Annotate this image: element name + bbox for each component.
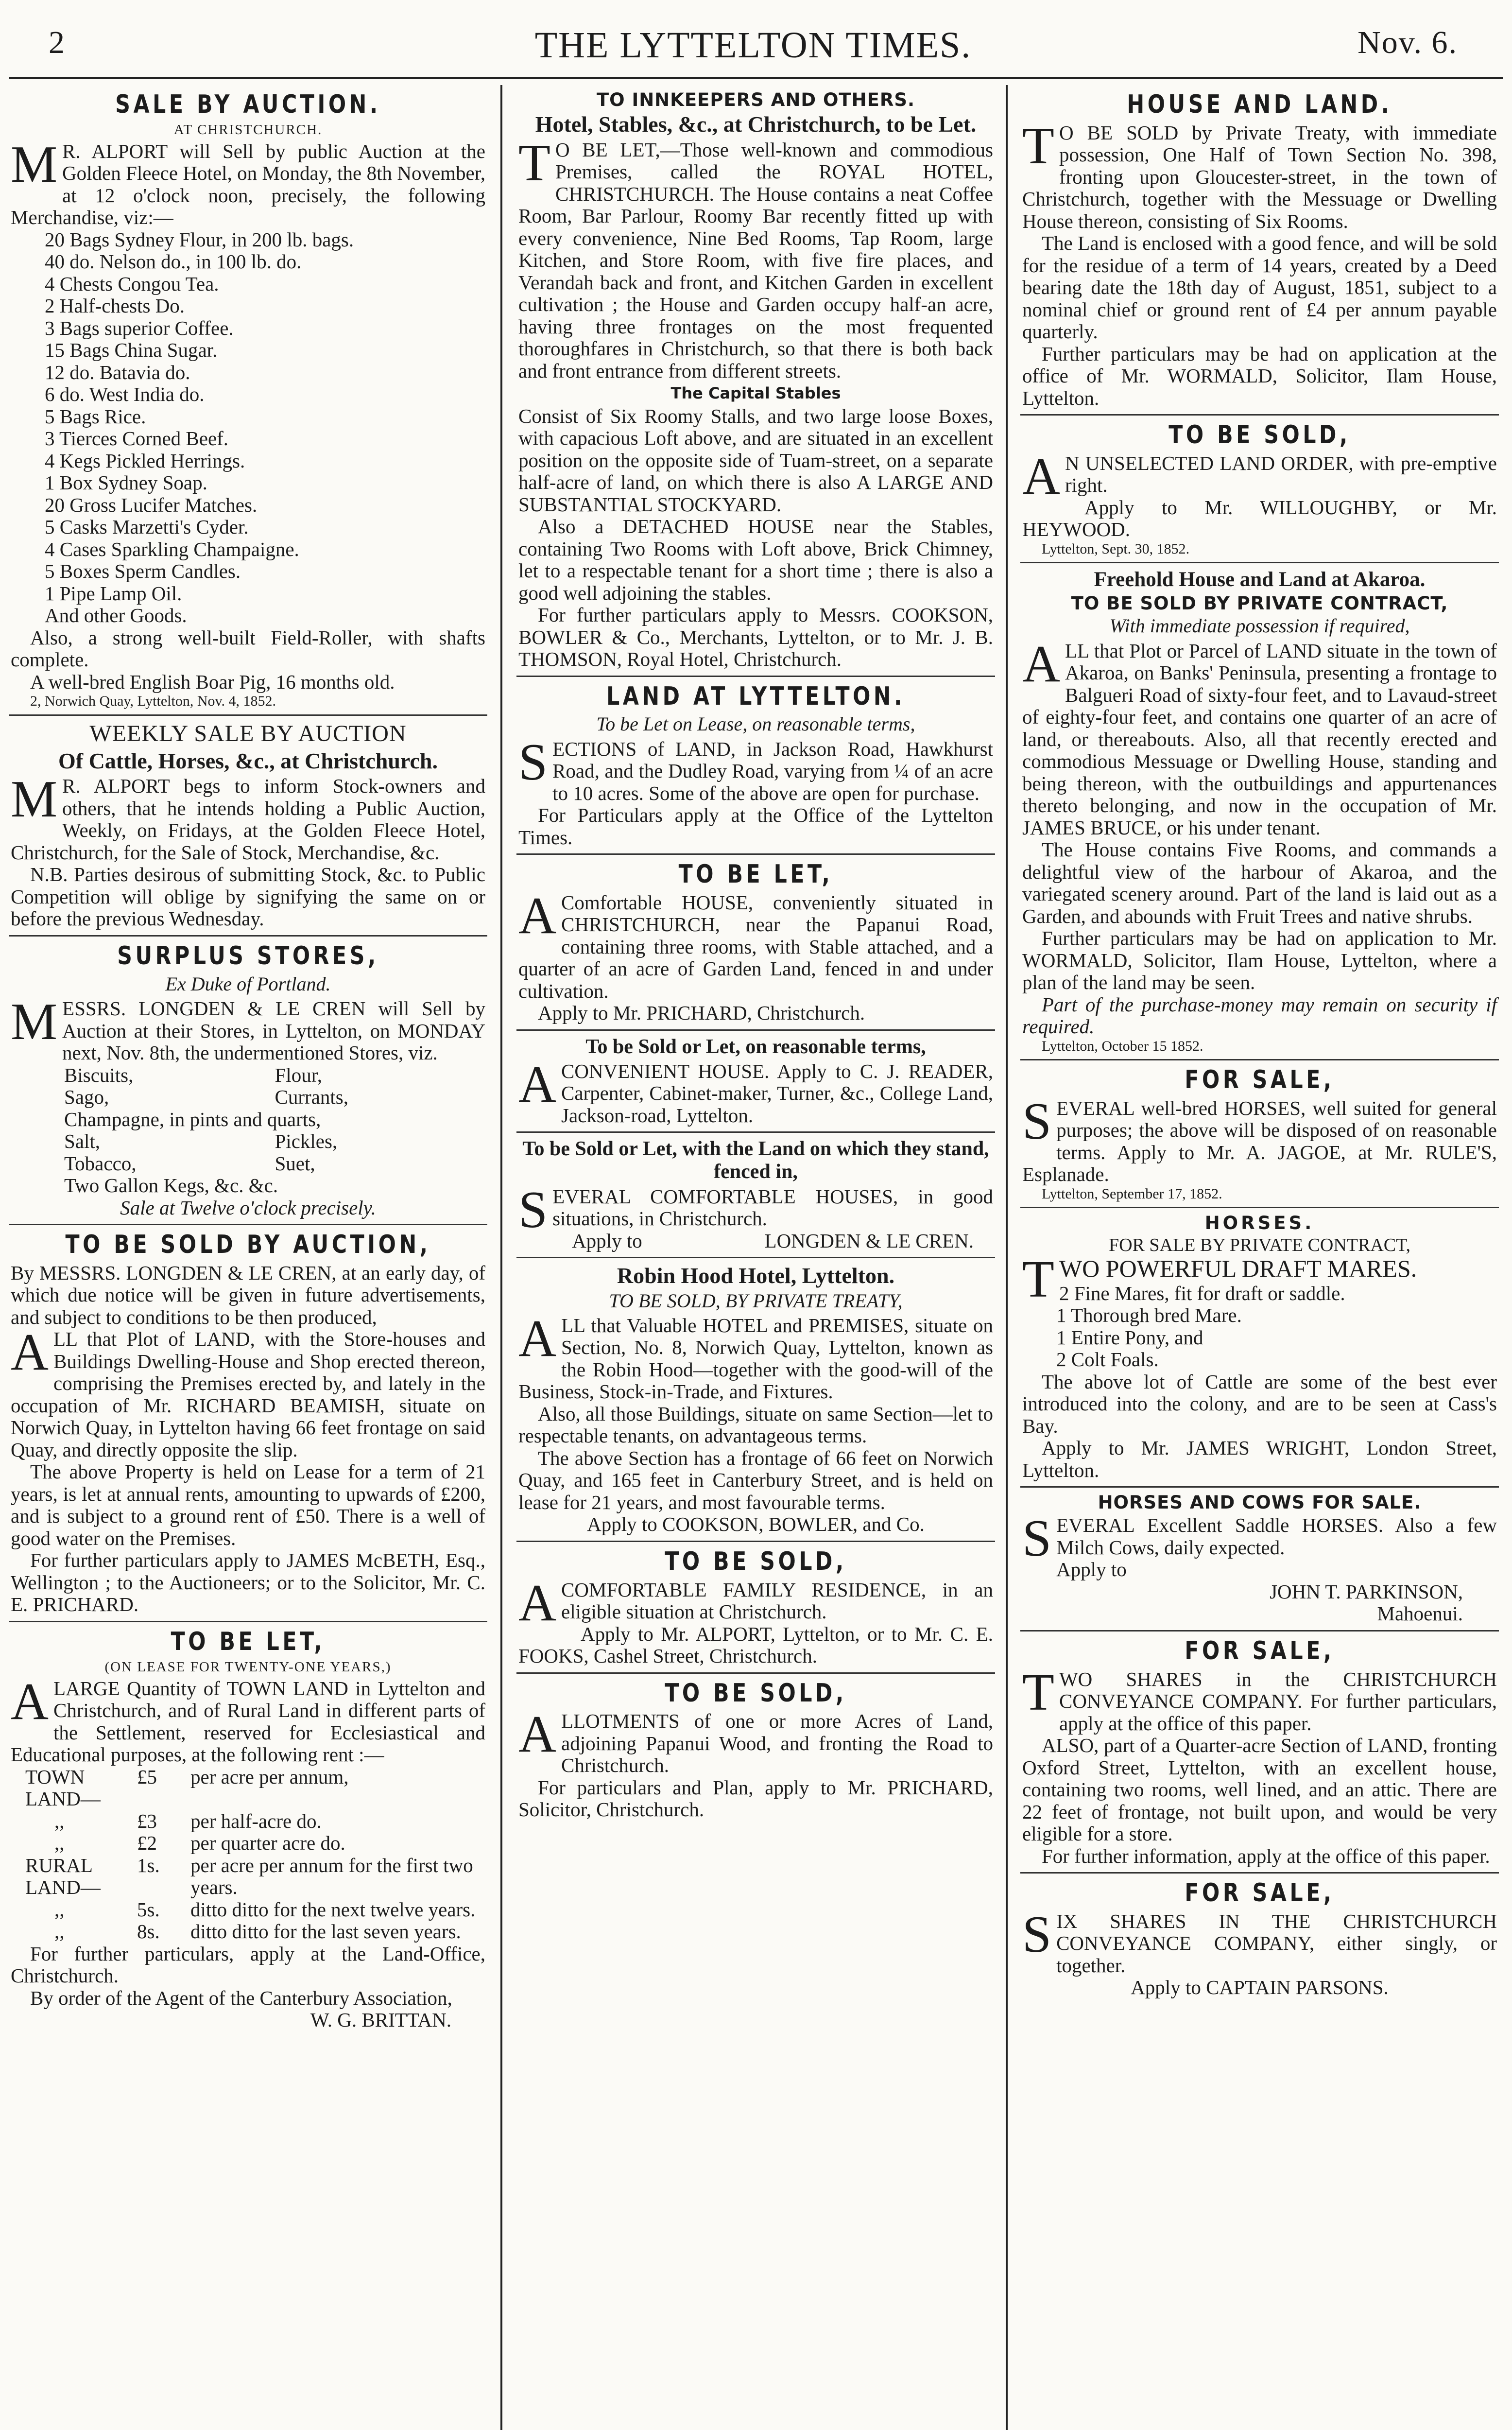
ad-paragraph: Also, all those Buildings, situate on same Section—let to respectable tenants, on advantageous terms. — [518, 1402, 993, 1447]
ad-subheading: Of Cattle, Horses, &c., at Christchurch. — [58, 748, 438, 773]
ad-heading: Freehold House and Land at Akaroa. — [1094, 568, 1426, 591]
list-item: 5 Bags Rice. — [45, 405, 146, 428]
dateline: 2, Norwich Quay, Lyttelton, Nov. 4, 1852. — [30, 693, 276, 710]
masthead — [49, 19, 1458, 70]
ad-paragraph: Apply to Mr. JAMES WRIGHT, London Street, Lyttelton. — [1022, 1437, 1497, 1481]
ad-paragraph: Further particulars may be had on application to Mr. WORMALD, Solicitor, Ilam House, Lyttelton, where a plan of the land may be seen. — [1022, 927, 1497, 994]
ad-body: SEVERAL well-bred HORSES, well suited for general purposes; the above will be disposed of on reasonable terms. Apply to Mr. A. JAGOE, at Mr. RULE'S, Esplanade. — [1022, 1092, 1497, 1186]
column-2 — [516, 85, 995, 2430]
rent-terms: per acre per annum, — [190, 1765, 349, 1788]
rent-terms: ditto ditto for the last seven years. — [190, 1920, 461, 1943]
list-item: Suet, — [275, 1152, 315, 1175]
horse-list — [1022, 1283, 1497, 1371]
rent-terms: ditto ditto for the next twelve years. — [190, 1898, 476, 1921]
ad-akaroa — [1020, 563, 1499, 1060]
rent-terms: per quarter acre do. — [190, 1832, 345, 1855]
ad-sold-or-let — [516, 1031, 995, 1133]
drop-cap: T — [1022, 1250, 1054, 1309]
list-item: Champagne, in pints and quarts, — [64, 1108, 321, 1130]
column-divider-2 — [1006, 85, 1008, 2430]
drop-cap: A — [518, 1705, 556, 1764]
ad-paragraph: For further particulars, apply at the Land-Office, Christchurch. — [11, 1942, 485, 1987]
ad-heading: TO BE SOLD, — [665, 1678, 847, 1708]
ad-note: With immediate possession if required, — [1109, 615, 1410, 637]
ad-body: M R. ALPORT will Sell by public Auction at the Golden Fleece Hotel, on Monday, the 8th November, at 12 o'clock noon, precisely, the following Merchandise, viz:— — [11, 135, 485, 229]
ad-body: T O BE SOLD by Private Treaty, with immediate possession, One Half of Town Section No. 398, fronting upon Gloucester-street, in the town of Christchurch, together with the Messuage or Dwelling House thereon, consisting of Six Rooms. — [1022, 117, 1497, 232]
newspaper-title: THE LYTTELTON TIMES. — [534, 25, 972, 66]
drop-cap: A — [1022, 447, 1060, 505]
ad-apply: Apply to COOKSON, BOWLER, and Co. — [587, 1513, 925, 1536]
dateline: Lyttelton, Sept. 30, 1852. — [1042, 540, 1190, 557]
ad-paragraph: For particulars and Plan, apply to Mr. PRICHARD, Solicitor, Christchurch. — [518, 1776, 993, 1821]
list-item: Biscuits, — [64, 1063, 134, 1086]
list-item: 1 Box Sydney Soap. — [45, 471, 207, 494]
drop-cap: M — [11, 993, 58, 1051]
list-item: 5 Casks Marzetti's Cyder. — [45, 516, 249, 538]
ad-apply: Apply to CAPTAIN PARSONS. — [1131, 1976, 1389, 1999]
column-3 — [1020, 85, 1499, 2430]
drop-cap: S — [1022, 1905, 1052, 1963]
ad-heading: WEEKLY SALE BY AUCTION — [89, 720, 407, 746]
signature-place: Mahoenui. — [1377, 1602, 1463, 1625]
ad-body: ALL that Plot of LAND, with the Store-houses and Buildings Dwelling-House and Shop erected thereon, comprising the Premises erected by, and lately in the occupation of Mr. RICHARD BEAMISH, situate on Norwich Quay, in Lyttelton having 66 feet frontage on said Quay, and directly opposite the slip. — [11, 1323, 485, 1461]
list-item: Salt, — [64, 1130, 101, 1153]
signature: W. G. BRITTAN. — [310, 2009, 451, 2031]
list-item: 2 Fine Mares, fit for draft or saddle. — [1059, 1282, 1345, 1304]
drop-cap: S — [518, 733, 548, 791]
ad-subheading: Hotel, Stables, &c., at Christchurch, to be Let. — [535, 112, 977, 137]
ad-subheading: (ON LEASE FOR TWENTY-ONE YEARS,) — [104, 1659, 392, 1675]
ad-body: ALL that Valuable HOTEL and PREMISES, situate on Section, No. 8, Norwich Quay, Lyttelton, known as the Robin Hood—together with the good-will of the Business, Stock-in-Trade, and Fixtures. — [518, 1309, 993, 1403]
ad-heading: TO BE LET, — [171, 1627, 326, 1656]
ad-paragraph: Part of the purchase-money may remain on security if required. — [1022, 993, 1497, 1038]
ad-heading: FOR SALE, — [1185, 1878, 1335, 1908]
apply-label: Apply to — [1056, 1558, 1127, 1581]
page-number: 2 — [49, 25, 65, 60]
merchandise-list — [11, 229, 485, 627]
ad-body: SEVERAL COMFORTABLE HOUSES, in good situations, in Christchurch. — [518, 1180, 993, 1239]
ad-paragraph: N.B. Parties desirous of submitting Stock, &c. to Public Competition will oblige by signifying the same on or before the previous Wednesday. — [11, 863, 485, 930]
ad-surplus-stores — [9, 937, 487, 1225]
list-item: Currants, — [275, 1086, 348, 1109]
drop-cap: A — [518, 1309, 556, 1368]
ad-heading: TO INNKEEPERS AND OTHERS. — [596, 89, 915, 110]
ad-conveyance-shares-two — [1020, 1632, 1499, 1874]
ad-body: ACOMFORTABLE FAMILY RESIDENCE, in an eligible situation at Christchurch. — [518, 1574, 993, 1632]
drop-cap: M — [11, 770, 58, 829]
ad-horses — [1020, 1208, 1499, 1488]
ad-land-at-lyttelton — [516, 677, 995, 855]
drop-cap: A — [11, 1672, 49, 1731]
ad-paragraph: For further particulars apply to JAMES McBETH, Esq., Wellington ; to the Auctioneers; or to the Solicitor, Mr. C. E. PRICHARD. — [11, 1549, 485, 1616]
ad-paragraph: Also a DETACHED HOUSE near the Stables, containing Two Rooms with Loft above, Brick Chimney, let to a respectable tenant for a short time ; there is also a good well adjoining the stables. — [518, 515, 993, 604]
drop-cap: A — [518, 1574, 556, 1632]
ad-paragraph: Apply to Mr. ALPORT, Lyttelton, or to Mr. C. E. FOOKS, Cashel Street, Christchurch. — [518, 1622, 993, 1667]
ad-heading: FOR SALE, — [1185, 1065, 1335, 1095]
ad-paragraph: The above lot of Cattle are some of the best ever introduced into the colony, and are to be seen at Cass's Bay. — [1022, 1370, 1497, 1437]
section-heading: The Capital Stables — [670, 384, 841, 403]
ad-subheading: TO BE SOLD BY PRIVATE CONTRACT, — [1071, 593, 1448, 614]
rent-label: ,, — [54, 1809, 65, 1832]
ad-body: A Comfortable HOUSE, conveniently situated in CHRISTCHURCH, near the Papanui Road, containing three rooms, with Stable attached, and a quarter of an acre of Garden Land, fenced in and under cultivation. — [518, 886, 993, 1002]
ad-heading: TO BE SOLD, — [1168, 420, 1351, 450]
ad-paragraph: The above Section has a frontage of 66 feet on Norwich Quay, and 165 feet in Canterbury Street, and is held on lease for 21 years, and most favourable terms. — [518, 1446, 993, 1513]
signature: JOHN T. PARKINSON, — [1270, 1580, 1463, 1603]
drop-cap: T — [518, 134, 550, 192]
ad-intro: By MESSRS. LONGDEN & LE CREN, at an early day, of which due notice will be given in future advertisements, and subject to conditions to be then produced, — [11, 1261, 485, 1328]
ad-body: M R. ALPORT begs to inform Stock-owners and others, that he intends holding a Public Auction, Weekly, on Fridays, at the Golden Fleece Hotel, Christchurch, for the Sale of Stock, Merchandise, &c. — [11, 770, 485, 864]
ad-subheading: To be Let on Lease, on reasonable terms, — [596, 713, 915, 735]
ad-paragraph: By order of the Agent of the Canterbury Association, — [30, 1986, 452, 2009]
list-item: 6 do. West India do. — [45, 383, 205, 406]
drop-cap: T — [1022, 1663, 1054, 1721]
ad-heading: To be Sold or Let, on reasonable terms, — [585, 1035, 926, 1058]
list-item: 15 Bags China Sugar. — [45, 339, 218, 362]
ad-body: MESSRS. LONGDEN & LE CREN will Sell by Auction at their Stores, in Lyttelton, on MONDAY next, Nov. 8th, the undermentioned Stores, viz. — [11, 993, 485, 1064]
drop-cap: S — [1022, 1510, 1052, 1568]
dateline: Lyttelton, September 17, 1852. — [1042, 1185, 1222, 1202]
list-item: 3 Bags superior Coffee. — [45, 316, 234, 339]
ad-to-be-sold-by-auction — [9, 1225, 487, 1622]
rent-label: TOWN LAND— — [25, 1765, 101, 1810]
ad-robin-hood-hotel — [516, 1258, 995, 1542]
ad-body: ALARGE Quantity of TOWN LAND in Lyttelton and Christchurch, and of Rural Land in different parts of the Settlement, reserved for Ecclesiastical and Educational purposes, at the following rent :— — [11, 1672, 485, 1766]
list-item: 3 Tierces Corned Beef. — [45, 427, 229, 450]
ad-paragraph: For further particulars apply to Messrs. COOKSON, BOWLER & Co., Merchants, Lyttelton, or to Mr. J. B. THOMSON, Royal Hotel, Christchurch. — [518, 604, 993, 671]
ad-heading: FOR SALE, — [1185, 1636, 1335, 1666]
rent-label: ,, — [54, 1920, 65, 1943]
ad-paragraph: Consist of Six Roomy Stalls, and two large loose Boxes, with capacious Loft above, and are situated in an excellent position on the opposite side of Tuam-street, on a separate half-acre of land, on which there is also A LARGE AND SUBSTANTIAL STOCKYARD. — [518, 404, 993, 516]
ad-heading: SALE BY AUCTION. — [115, 90, 381, 119]
ad-paragraph: The Land is enclosed with a good fence, and will be sold for the residue of a term of 14 years, created by a Deed bearing date the 18th day of August, 1851, subject to a nominal chief or ground rent of £4 per annum payable quarterly. — [1022, 232, 1497, 343]
list-item: Tobacco, — [64, 1152, 137, 1175]
ad-body: SECTIONS of LAND, in Jackson Road, Hawkhurst Road, and the Dudley Road, varying from ¼ of an acre to 10 acres. Some of the above are open for purchase. — [518, 733, 993, 804]
drop-cap: A — [1022, 635, 1060, 693]
ad-heading: To be Sold or Let, with the Land on which they stand, fenced in, — [522, 1138, 989, 1183]
ad-subheading: AT CHRISTCHURCH. — [173, 122, 323, 138]
list-item: 4 Cases Sparkling Champaigne. — [45, 538, 299, 560]
ad-weekly-sale — [9, 716, 487, 937]
ad-paragraph: For Particulars apply at the Office of the Lyttelton Times. — [518, 804, 993, 849]
rent-label: ,, — [54, 1832, 65, 1855]
drop-cap: A — [518, 886, 556, 945]
rent-label: ,, — [54, 1898, 65, 1921]
ad-paragraph: For further information, apply at the office of this paper. — [1042, 1844, 1490, 1867]
ad-horses-and-cows — [1020, 1488, 1499, 1632]
drop-cap: S — [1022, 1092, 1052, 1150]
masthead-rule — [9, 77, 1503, 79]
ad-body: SEVERAL Excellent Saddle HORSES. Also a few Milch Cows, daily expected. — [1022, 1510, 1497, 1568]
ad-paragraph: The above Property is held on Lease for a term of 21 years, is let at annual rents, amounting to upwards of £200, and is subject to a ground rent of £50. There is a well of good water on the Premises. — [11, 1460, 485, 1549]
apply-label: Apply to — [572, 1229, 642, 1252]
ad-land-order — [1020, 416, 1499, 563]
rent-label: RURAL LAND— — [25, 1854, 101, 1899]
rent-terms: per acre per annum for the first two years. — [190, 1854, 473, 1899]
list-item: 1 Thorough bred Mare. — [1056, 1304, 1242, 1327]
ad-body: T O BE LET,—Those well-known and commodious Premises, called the ROYAL HOTEL, CHRISTCHURCH. The House contains a neat Coffee Room, Bar Parlour, Roomy Bar recently fitted up with every convenience, Nine Bed Rooms, Tap Room, large Kitchen, and Store Room, with five fire places, and Verandah back and front, and Kitchen Garden in excellent cultivation ; the House and Garden occupy half-an acre, having three frontages on the most frequented thoroughfares in Christchurch, so that there is both back and front entrance from different streets. — [518, 134, 993, 382]
list-item: Sago, — [64, 1086, 109, 1109]
ad-body: ALL that Plot or Parcel of LAND situate in the town of Akaroa, on Banks' Peninsula, presenting a frontage to Balgueri Road of sixty-four feet, and to Lavaud-street of eighty-four feet, and contains one quarter of an acre of land, or thereabouts. Also, all that recently erected and commodious Messuage or Dwelling House, standing and being thereon, with the outbuildings and appurtenances thereto belonging, and now in the occupation of Mr. JAMES BRUCE, or his under tenant. — [1022, 635, 1497, 839]
ad-paragraph: Also, a strong well-built Field-Roller, with shafts complete. — [11, 626, 485, 671]
ad-paragraph: ALSO, part of a Quarter-acre Section of LAND, fronting Oxford Street, Lyttelton, with an excellent house, containing two rooms, well lined, and an attic. There are 22 feet of frontage, not built upon, and would be very eligible for a store. — [1022, 1734, 1497, 1845]
ad-heading: Robin Hood Hotel, Lyttelton. — [617, 1263, 895, 1288]
rent-amount: £3 — [137, 1809, 157, 1832]
ad-heading: HORSES. — [1204, 1213, 1315, 1234]
rent-table — [11, 1766, 485, 1943]
ad-for-sale-horses — [1020, 1060, 1499, 1208]
list-item: 2 Colt Foals. — [1056, 1348, 1159, 1371]
list-item: 2 Half-chests Do. — [45, 295, 185, 317]
ad-subheading: TO BE SOLD, BY PRIVATE TREATY, — [609, 1289, 903, 1312]
list-item: 5 Boxes Sperm Candles. — [45, 560, 241, 583]
drop-cap: A — [518, 1055, 556, 1113]
ad-heading: TO BE SOLD BY AUCTION, — [65, 1230, 431, 1260]
ad-to-be-let-lease — [9, 1622, 487, 2036]
ad-innkeepers — [516, 85, 995, 677]
ad-body: A N UNSELECTED LAND ORDER, with pre-emptive right. — [1022, 447, 1497, 505]
ad-body: ALLOTMENTS of one or more Acres of Land, adjoining Papanui Wood, and fronting the Road to Christchurch. — [518, 1705, 993, 1777]
drop-cap: T — [1022, 117, 1054, 175]
list-item: Two Gallon Kegs, &c. &c. — [64, 1174, 278, 1197]
stores-list — [11, 1064, 485, 1197]
rent-amount: £5 — [137, 1765, 157, 1788]
column-divider-1 — [500, 85, 502, 2430]
ad-heading: HORSES AND COWS FOR SALE. — [1098, 1492, 1422, 1513]
rent-terms: per half-acre do. — [190, 1809, 322, 1832]
dateline: Lyttelton, October 15 1852. — [1042, 1038, 1203, 1054]
ad-sold-or-let-fenced — [516, 1133, 995, 1258]
ad-house-and-land — [1020, 85, 1499, 416]
drop-cap: A — [11, 1323, 49, 1382]
rent-amount: 8s. — [137, 1920, 160, 1943]
ad-body: ACONVENIENT HOUSE. Apply to C. J. READER, Carpenter, Cabinet-maker, Turner, &c., College Land, Jackson-road, Lyttelton. — [518, 1055, 993, 1127]
ad-paragraph: The House contains Five Rooms, and commands a delightful view of the harbour of Akaroa, and the variegated scenery around. Part of the land is laid out as a Garden, and abounds with Fruit Trees and native shrubs. — [1022, 838, 1497, 927]
ad-paragraph: Apply to Mr. WILLOUGHBY, or Mr. HEYWOOD. — [1022, 496, 1497, 541]
ad-subheading: FOR SALE BY PRIVATE CONTRACT, — [1108, 1235, 1411, 1256]
drop-cap: S — [518, 1180, 548, 1239]
ad-body: SIX SHARES IN THE CHRISTCHURCH CONVEYANCE COMPANY, either singly, or together. — [1022, 1905, 1497, 1977]
list-item: 40 do. Nelson do., in 100 lb. do. — [45, 250, 302, 273]
list-item: 1 Pipe Lamp Oil. — [45, 582, 182, 605]
drop-cap: M — [11, 135, 58, 193]
ad-subheading: Ex Duke of Portland. — [165, 972, 331, 995]
ad-allotments — [516, 1674, 995, 1826]
list-item: And other Goods. — [45, 604, 187, 627]
list-item: Pickles, — [275, 1130, 338, 1153]
rent-amount: 5s. — [137, 1898, 160, 1921]
list-item: 12 do. Batavia do. — [45, 361, 190, 383]
ad-sale-by-auction — [9, 85, 487, 716]
signature: LONGDEN & LE CREN. — [764, 1229, 974, 1252]
ad-body: TWO SHARES in the CHRISTCHURCH CONVEYANCE COMPANY. For further particulars, apply at the office of this paper. — [1022, 1663, 1497, 1735]
ad-heading: TO BE LET, — [678, 860, 833, 889]
column-1 — [9, 85, 487, 2430]
ad-family-residence — [516, 1542, 995, 1674]
list-item: 20 Gross Lucifer Matches. — [45, 493, 258, 516]
list-item: 20 Bags Sydney Flour, in 200 lb. bags. — [45, 228, 354, 251]
list-item: Flour, — [275, 1063, 322, 1086]
list-item: 4 Kegs Pickled Herrings. — [45, 449, 245, 472]
issue-date: Nov. 6. — [1357, 25, 1458, 60]
ad-heading: SURPLUS STORES, — [117, 941, 379, 971]
ad-paragraph: Apply to Mr. PRICHARD, Christchurch. — [538, 1002, 865, 1024]
rent-amount: 1s. — [137, 1854, 160, 1876]
ad-heading: LAND AT LYTTELTON. — [606, 681, 905, 711]
signature-line — [552, 1230, 993, 1252]
rent-amount: £2 — [137, 1832, 157, 1855]
sale-time: Sale at Twelve o'clock precisely. — [120, 1196, 376, 1219]
list-item: 1 Entire Pony, and — [1056, 1326, 1203, 1349]
ad-body: TWO POWERFUL DRAFT MARES. — [1022, 1250, 1417, 1309]
ad-conveyance-shares-six — [1020, 1874, 1499, 2004]
ad-paragraph: A well-bred English Boar Pig, 16 months old. — [30, 670, 395, 693]
ad-paragraph: Further particulars may be had on application at the office of Mr. WORMALD, Solicitor, Ilam House, Lyttelton. — [1022, 342, 1497, 409]
ad-heading: HOUSE AND LAND. — [1127, 90, 1392, 119]
list-item: 4 Chests Congou Tea. — [45, 272, 219, 295]
ad-heading: TO BE SOLD, — [665, 1546, 847, 1576]
ad-to-be-let-house — [516, 855, 995, 1031]
